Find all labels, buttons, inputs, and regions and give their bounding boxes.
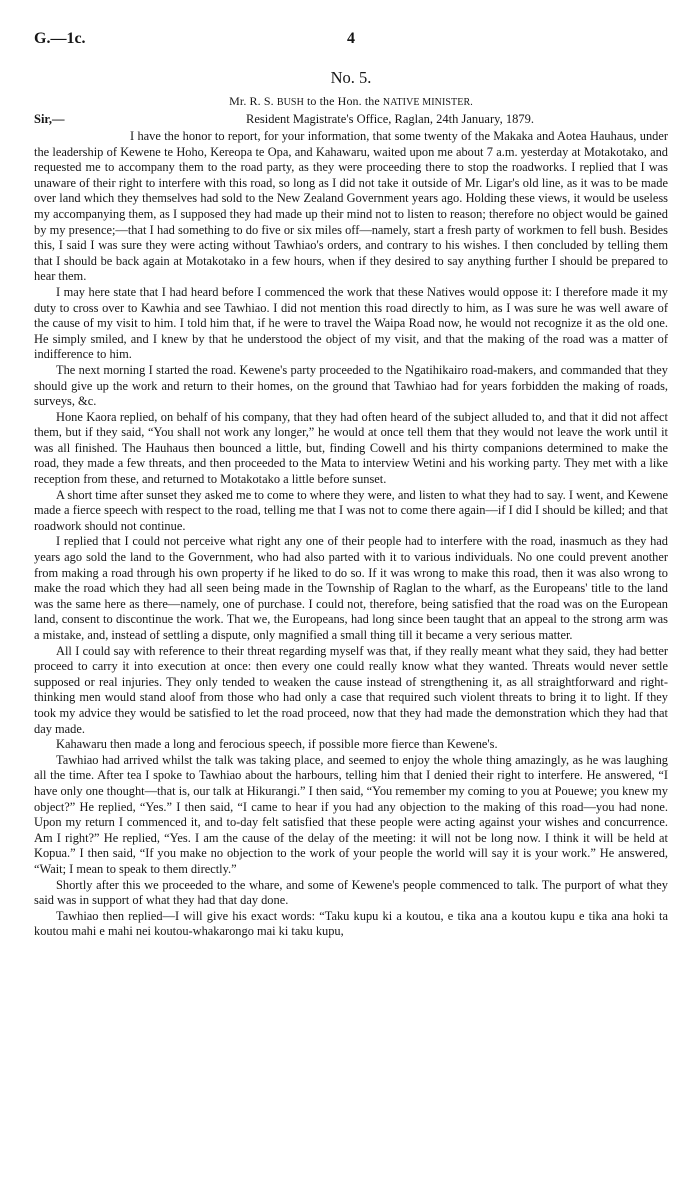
paragraph: Kahawaru then made a long and ferocious speech, if possible more fierce than Kewene's. [56, 737, 498, 752]
page-header [34, 30, 668, 56]
letter-body [34, 129, 668, 940]
paragraph: The next morning I started the road. Kewene's party proceeded to the Ngatihikairo road-makers, and commanded that they should give up the work and return to their homes, on the ground that Tawhiao had for years forbidden the making of roads, surveys, &c. [34, 362, 668, 409]
paragraph: A short time after sunset they asked me to come to where they were, and listen to what they had to say. I went, and Kewene made a fierce speech with respect to the road, telling me that I was not to come there again—if I did I should be killed; and that roadwork should not continue. [34, 487, 668, 533]
heading-title: NATIVE MINISTER. [382, 97, 473, 108]
place-date: Resident Magistrate's Office, Raglan, 24th January, 1879. [246, 112, 534, 126]
paragraph: I have the honor to report, for your information, that some twenty of the Makaka and Aotea Hauhaus, under the leadership of Kewene te Hoho, Kereopa te Opa, and Kahawaru, waited upon me about 7 a.m. yesterday at Motakotako, and requested me to accompany them to the road party, as they were proceeding there to stop the roadworks. I replied that I was unaware of their right to interfere with this road, so long as I did not take it outside of Mr. Ligar's old line, as it was to be made over land which they themselves had sold to the New Zealand Government years ago. Holding these views, it would be useless my accompanying them, as I supposed they had made up their mind not to listen to reason; therefore no object would be gained by my presence;—that I had something to do five or six miles off—namely, start a fresh party of workmen to fell bush. Besides this, I said I was sure they were acting without Tawhiao's orders, and contrary to his wishes. I then concluded by telling them that I should be back again at Motakotako in a few hours, when if they desired to say anything further I should be prepared to hear them. [34, 129, 668, 284]
paragraph: I replied that I could not perceive what right any one of their people had to interfere with the road, inasmuch as they had years ago sold the land to the Government, who had also parted with it to various individuals. No one could prevent another from making a road through his own property if he liked to do so. If it was wrong to make this road, then it was also wrong to make the road which they had all seen being made in the Township of Raglan to the wharf, as the Europeans' title to the land was the same here as there—namely, one of purchase. I could not, therefore, being satisfied that the road was on the European land, consent to discontinue the work. That we, the Europeans, had long since been taught that an appeal to the strong arm was a mistake, and, instead of settling a dispute, only magnified a small thing till it became a very serious matter. [34, 534, 668, 642]
letter-number: No. 5. [330, 68, 372, 87]
paragraph: Hone Kaora replied, on behalf of his company, that they had often heard of the subject alluded to, and that it did not affect them, but if they said, “You shall not work any longer,” he would at once tell them that they would not leave the work until it was all finished. The Hauhaus then bounced a little, but, finding Cowell and his thirty companions determined to make the road, they made a few threats, and then proceeded to the Mata to interview Wetini and his working party. They met with a like reception from these, and returned to Motakotako a little before sunset. [34, 409, 668, 487]
document-reference: G.—1c. [34, 30, 86, 47]
paragraph: All I could say with reference to their threat regarding myself was that, if they really meant what they said, they had better proceed to carry it into execution at once: then every one could really know what they wanted. Threats would never settle supposed or real injuries. They only tended to weaken the cause instead of strengthening it, as all straightforward and right-thinking men would stand aloof from those who had only a case that required such violent threats to bring it to light. If they took my advice they would be satisfied to let the road proceed, now that they had made the demonstration which they had that day made. [34, 643, 668, 736]
page-number: 4 [347, 30, 355, 47]
paragraph: I may here state that I had heard before I commenced the work that these Natives would oppose it: I therefore made it my duty to cross over to Kawhia and see Tawhiao. I did not mention this road directly to him, as I was sure he was well aware of the cause of my visit to him. I told him that, if he were to travel the Waipa Road now, he would not recognize it as the old one. He simply smiled, and I knew by that he understood the object of my visit, and that the making of the road was a matter of indifference to him. [34, 284, 668, 362]
letter-heading [34, 94, 668, 109]
salutation: Sir,— [34, 112, 65, 126]
dateline [34, 112, 668, 129]
paragraph: Tawhiao then replied—I will give his exact words: “Taku kupu ki a koutou, e tika ana a koutou kupu e tika ana hoki ta koutou mahi e mahi nei koutou-whakarongo mai ki taku kupu, [34, 908, 668, 939]
heading-mid: to the Hon. the [303, 94, 383, 108]
paragraph: Tawhiao had arrived whilst the talk was taking place, and seemed to enjoy the whole thing amazingly, as he was laughing all the time. After tea I spoke to Tawhiao about the harbours, telling him that I denied their right to interfere. He answered, “I have only one thought—that is, our talk at Hikurangi.” I then said, “You remember my coming to you at Pouewe; you knew my object?” He replied, “Yes.” I then said, “I came to hear if you had any objection to the making of this road—you had none. Upon my return I commenced it, and to-day felt satisfied that these people were acting against your wishes and concurrence. Am I right?” He replied, “Yes. I am the cause of the delay of the meeting: it will not be long now. I think it will be held at Kopua.” I then said, “If you make no objection to the work of your people the world will say it is your work.” He answered, “Wait; I mean to speak to them directly.” [34, 752, 668, 876]
heading-prefix: Mr. R. S. [229, 94, 277, 108]
paragraph: Shortly after this we proceeded to the whare, and some of Kewene's people commenced to talk. The purport of what they said was in support of what they had that day done. [34, 877, 668, 908]
heading-name: BUSH [276, 97, 304, 108]
